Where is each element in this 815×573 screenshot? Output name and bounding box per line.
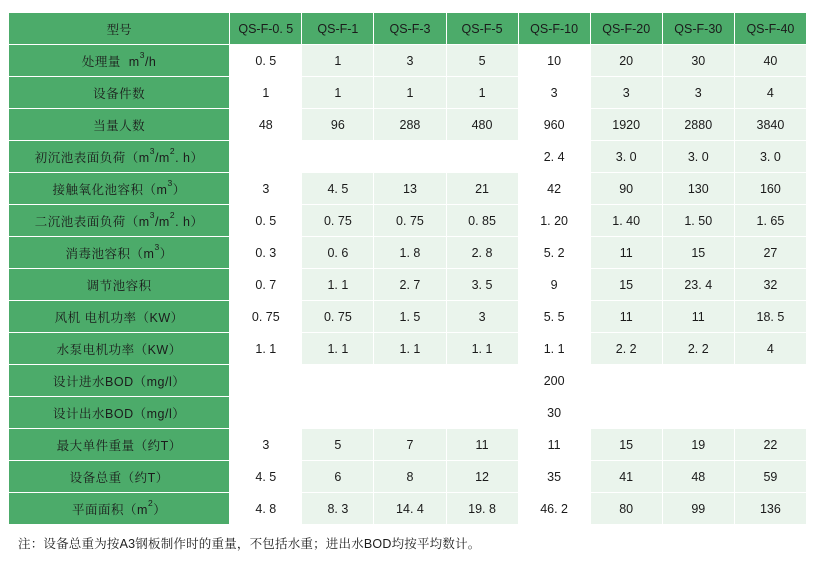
cell-pe-8: 3840 [734,109,806,141]
cell-pssl-5: 2. 4 [518,141,590,173]
cell-cov-3: 13 [374,173,446,205]
cell-pe-6: 1920 [590,109,662,141]
cell-tew-3: 8 [374,461,446,493]
cell-pmp-3: 1. 1 [374,333,446,365]
cell-flow-2: 1 [302,45,374,77]
table-row [9,77,807,109]
cell-outbod-4 [446,397,518,429]
cell-units-1: 1 [230,77,302,109]
table-row [9,461,807,493]
cell-pe-7: 2880 [662,109,734,141]
row-label-design-influent-bod: 设计进水BOD（mg/l） [9,365,230,397]
cell-pe-3: 288 [374,109,446,141]
table-row [9,269,807,301]
cell-units-8: 4 [734,77,806,109]
cell-flow-8: 40 [734,45,806,77]
row-label-regulating-tank-volume: 调节池容积 [9,269,230,301]
row-label-population-equivalent: 当量人数 [9,109,230,141]
header-model-8: QS-F-40 [734,13,806,45]
table-row [9,365,807,397]
row-label-pump-motor-power: 水泵电机功率（KW） [9,333,230,365]
cell-sssl-6: 1. 40 [590,205,662,237]
table-row [9,429,807,461]
cell-cov-5: 42 [518,173,590,205]
cell-cov-8: 160 [734,173,806,205]
cell-mspw-5: 11 [518,429,590,461]
cell-area-3: 14. 4 [374,493,446,525]
cell-bmp-6: 11 [590,301,662,333]
cell-bmp-3: 1. 5 [374,301,446,333]
cell-tew-6: 41 [590,461,662,493]
cell-units-5: 3 [518,77,590,109]
cell-flow-1: 0. 5 [230,45,302,77]
table-row [9,333,807,365]
table-row [9,397,807,429]
table-row [9,237,807,269]
header-row-label: 型号 [9,13,230,45]
cell-mspw-2: 5 [302,429,374,461]
cell-sssl-2: 0. 75 [302,205,374,237]
cell-pssl-1 [230,141,302,173]
cell-cov-2: 4. 5 [302,173,374,205]
cell-bmp-2: 0. 75 [302,301,374,333]
cell-inbod-7 [662,365,734,397]
table-footnote: 注：设备总重为按A3钢板制作时的重量，不包括水重；进出水BOD均按平均数计。 [18,537,481,551]
cell-mspw-3: 7 [374,429,446,461]
cell-inbod-2 [302,365,374,397]
cell-pmp-7: 2. 2 [662,333,734,365]
cell-rtv-6: 15 [590,269,662,301]
cell-bmp-4: 3 [446,301,518,333]
cell-dv-2: 0. 6 [302,237,374,269]
cell-area-4: 19. 8 [446,493,518,525]
header-model-4: QS-F-5 [446,13,518,45]
cell-inbod-8 [734,365,806,397]
cell-pssl-3 [374,141,446,173]
equipment-spec-table [8,12,807,525]
cell-sssl-3: 0. 75 [374,205,446,237]
cell-pmp-1: 1. 1 [230,333,302,365]
cell-pssl-4 [446,141,518,173]
cell-cov-6: 90 [590,173,662,205]
cell-tew-7: 48 [662,461,734,493]
row-label-contact-oxidation-volume: 接触氧化池容积$(m^3)$ [9,173,230,205]
cell-inbod-5: 200 [518,365,590,397]
cell-sssl-5: 1. 20 [518,205,590,237]
cell-pmp-5: 1. 1 [518,333,590,365]
cell-units-2: 1 [302,77,374,109]
cell-rtv-4: 3. 5 [446,269,518,301]
cell-outbod-2 [302,397,374,429]
row-label-design-effluent-bod: 设计出水BOD（mg/l） [9,397,230,429]
cell-rtv-3: 2. 7 [374,269,446,301]
header-model-2: QS-F-1 [302,13,374,45]
cell-outbod-6 [590,397,662,429]
cell-dv-1: 0. 3 [230,237,302,269]
header-model-7: QS-F-30 [662,13,734,45]
cell-area-7: 99 [662,493,734,525]
cell-area-8: 136 [734,493,806,525]
cell-area-6: 80 [590,493,662,525]
cell-rtv-2: 1. 1 [302,269,374,301]
cell-rtv-1: 0. 7 [230,269,302,301]
cell-outbod-7 [662,397,734,429]
cell-dv-4: 2. 8 [446,237,518,269]
cell-dv-7: 15 [662,237,734,269]
table-row [9,173,807,205]
cell-pssl-6: 3. 0 [590,141,662,173]
header-model-3: QS-F-3 [374,13,446,45]
row-label-max-single-piece-weight: 最大单件重量（约T） [9,429,230,461]
cell-pmp-2: 1. 1 [302,333,374,365]
cell-inbod-1 [230,365,302,397]
cell-tew-5: 35 [518,461,590,493]
cell-pssl-2 [302,141,374,173]
cell-rtv-8: 32 [734,269,806,301]
cell-pmp-4: 1. 1 [446,333,518,365]
cell-cov-4: 21 [446,173,518,205]
cell-mspw-7: 19 [662,429,734,461]
table-row [9,109,807,141]
cell-pmp-8: 4 [734,333,806,365]
cell-sssl-4: 0. 85 [446,205,518,237]
cell-rtv-5: 9 [518,269,590,301]
cell-flow-5: 10 [518,45,590,77]
cell-dv-8: 27 [734,237,806,269]
cell-pssl-8: 3. 0 [734,141,806,173]
cell-mspw-6: 15 [590,429,662,461]
header-model-5: QS-F-10 [518,13,590,45]
table-body [9,13,807,525]
cell-pe-1: 48 [230,109,302,141]
cell-area-2: 8. 3 [302,493,374,525]
cell-pssl-7: 3. 0 [662,141,734,173]
header-model-1: QS-F-0. 5 [230,13,302,45]
cell-inbod-4 [446,365,518,397]
cell-units-6: 3 [590,77,662,109]
cell-pe-2: 96 [302,109,374,141]
cell-flow-7: 30 [662,45,734,77]
cell-tew-8: 59 [734,461,806,493]
cell-dv-6: 11 [590,237,662,269]
cell-flow-6: 20 [590,45,662,77]
table-row [9,493,807,525]
cell-tew-1: 4. 5 [230,461,302,493]
cell-sssl-1: 0. 5 [230,205,302,237]
cell-pe-5: 960 [518,109,590,141]
row-label-footprint-area: 平面面积$(m^2)$ [9,493,230,525]
table-header-row [9,13,807,45]
cell-pe-4: 480 [446,109,518,141]
cell-dv-3: 1. 8 [374,237,446,269]
cell-outbod-5: 30 [518,397,590,429]
cell-inbod-6 [590,365,662,397]
cell-flow-3: 3 [374,45,446,77]
cell-outbod-1 [230,397,302,429]
cell-sssl-7: 1. 50 [662,205,734,237]
header-model-6: QS-F-20 [590,13,662,45]
cell-inbod-3 [374,365,446,397]
row-label-total-equipment-weight: 设备总重（约T） [9,461,230,493]
cell-bmp-5: 5. 5 [518,301,590,333]
cell-flow-4: 5 [446,45,518,77]
row-label-primary-settling-surface-load: 初沉池表面负荷（$m^3/m^2$. h） [9,141,230,173]
row-label-unit-count: 设备件数 [9,77,230,109]
cell-sssl-8: 1. 65 [734,205,806,237]
cell-units-4: 1 [446,77,518,109]
cell-cov-7: 130 [662,173,734,205]
cell-bmp-7: 11 [662,301,734,333]
row-label-secondary-settling-surface-load: 二沉池表面负荷（$m^3/m^2$. h） [9,205,230,237]
cell-tew-2: 6 [302,461,374,493]
cell-area-5: 46. 2 [518,493,590,525]
table-row [9,141,807,173]
cell-outbod-8 [734,397,806,429]
cell-rtv-7: 23. 4 [662,269,734,301]
table-row [9,301,807,333]
cell-bmp-1: 0. 75 [230,301,302,333]
table-row [9,205,807,237]
cell-outbod-3 [374,397,446,429]
row-label-disinfection-volume: 消毒池容积$(m^3)$ [9,237,230,269]
cell-bmp-8: 18. 5 [734,301,806,333]
cell-mspw-4: 11 [446,429,518,461]
cell-mspw-1: 3 [230,429,302,461]
cell-cov-1: 3 [230,173,302,205]
cell-mspw-8: 22 [734,429,806,461]
row-label-flow-rate: 处理量 $m^3/h$ [9,45,230,77]
cell-area-1: 4. 8 [230,493,302,525]
cell-units-7: 3 [662,77,734,109]
cell-units-3: 1 [374,77,446,109]
cell-dv-5: 5. 2 [518,237,590,269]
cell-tew-4: 12 [446,461,518,493]
row-label-blower-motor-power: 风机 电机功率（KW） [9,301,230,333]
table-row [9,45,807,77]
cell-pmp-6: 2. 2 [590,333,662,365]
